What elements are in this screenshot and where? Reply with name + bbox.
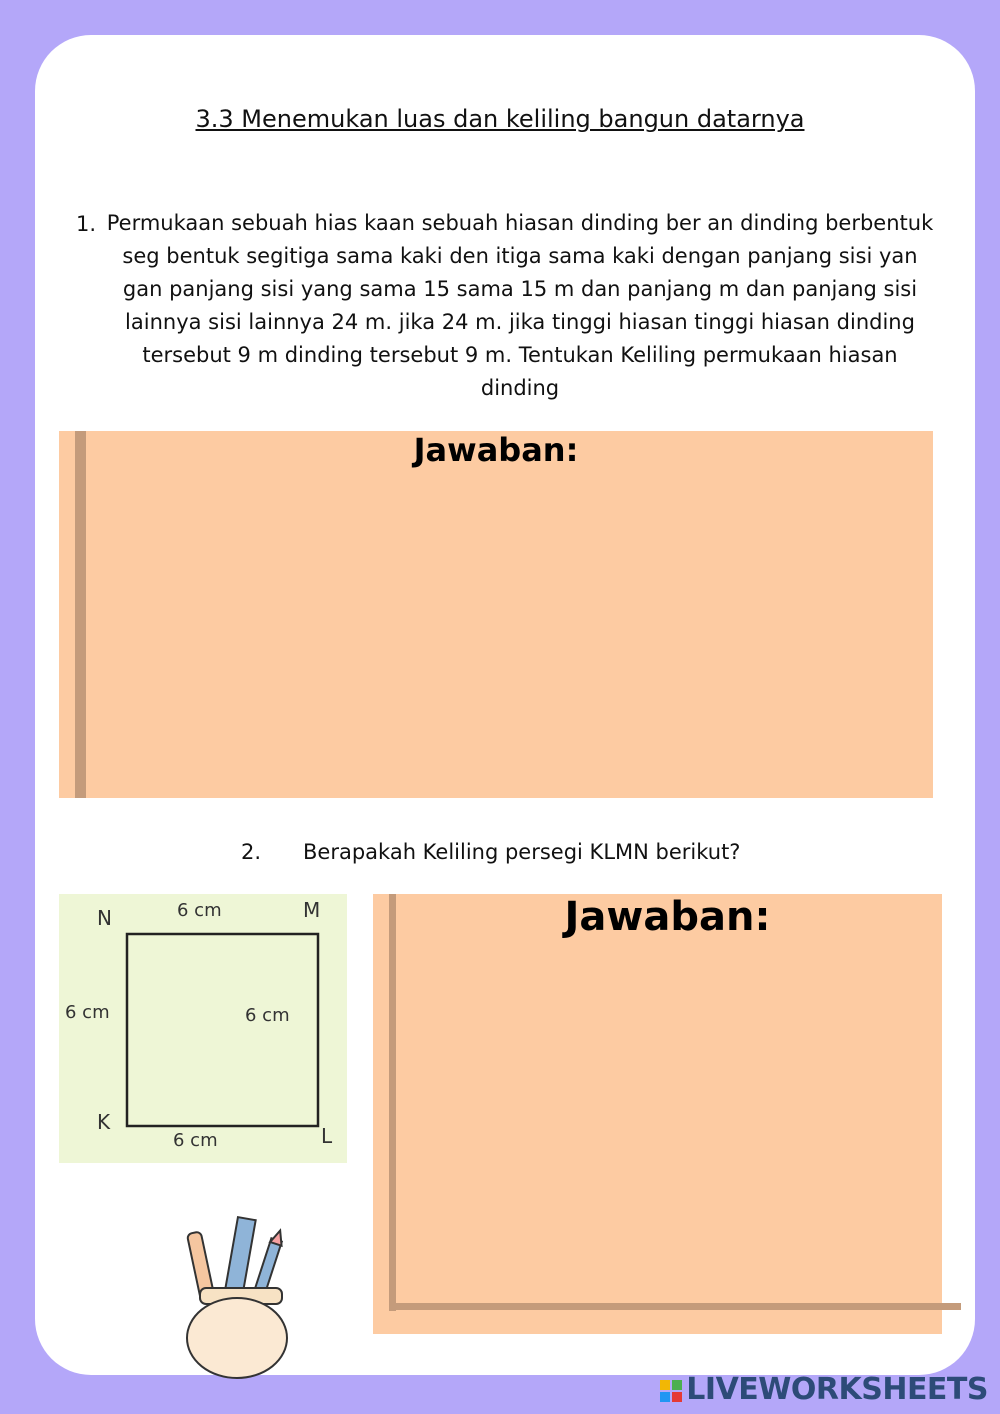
answer-box-stripe <box>75 431 86 798</box>
answer-box-1[interactable] <box>59 431 933 798</box>
question-2-text: Berapakah Keliling persegi KLMN berikut? <box>303 840 741 864</box>
answer-label-1: Jawaban: <box>413 431 579 469</box>
vertex-k-label: K <box>97 1110 111 1134</box>
answer-box-stripe <box>389 894 396 1311</box>
question-1-text: Permukaan sebuah hias kaan sebuah hiasan dinding ber an dinding berbentuk seg bentuk segitiga sama kaki den itiga sama kaki dengan panjang sisi yan gan panjang sisi yang sama 15 sama 15 m dan panjang m dan panjang sisi lainnya sisi lainnya 24 m. jika 24 m. jika tinggi hiasan tinggi hiasan dinding tersebut 9 m dinding tersebut 9 m. Tentukan Keliling permukaan hiasan dinding <box>106 211 934 400</box>
vertex-m-label: M <box>303 898 321 922</box>
vertex-l-label: L <box>321 1124 333 1148</box>
pencil-pot-icon <box>180 1210 295 1380</box>
side-right-label: 6 cm <box>245 1005 290 1026</box>
side-top-label: 6 cm <box>177 900 222 921</box>
brand-name: LIVEWORKSHEETS <box>686 1372 988 1407</box>
brand-logo-icon <box>660 1380 682 1402</box>
question-1-number: 1. <box>76 212 97 236</box>
vertex-n-label: N <box>97 906 112 930</box>
side-bottom-label: 6 cm <box>173 1130 218 1151</box>
side-left-label: 6 cm <box>65 1002 110 1023</box>
question-2-number: 2. <box>241 840 262 864</box>
answer-label-2: Jawaban: <box>564 894 771 940</box>
answer-box-2[interactable] <box>373 894 942 1334</box>
page-title: 3.3 Menemukan luas dan keliling bangun datarnya <box>195 105 805 133</box>
answer-box-2-bottom-stripe <box>389 1303 961 1310</box>
square-klmn-figure <box>59 894 347 1163</box>
brand-logo <box>660 1372 988 1407</box>
